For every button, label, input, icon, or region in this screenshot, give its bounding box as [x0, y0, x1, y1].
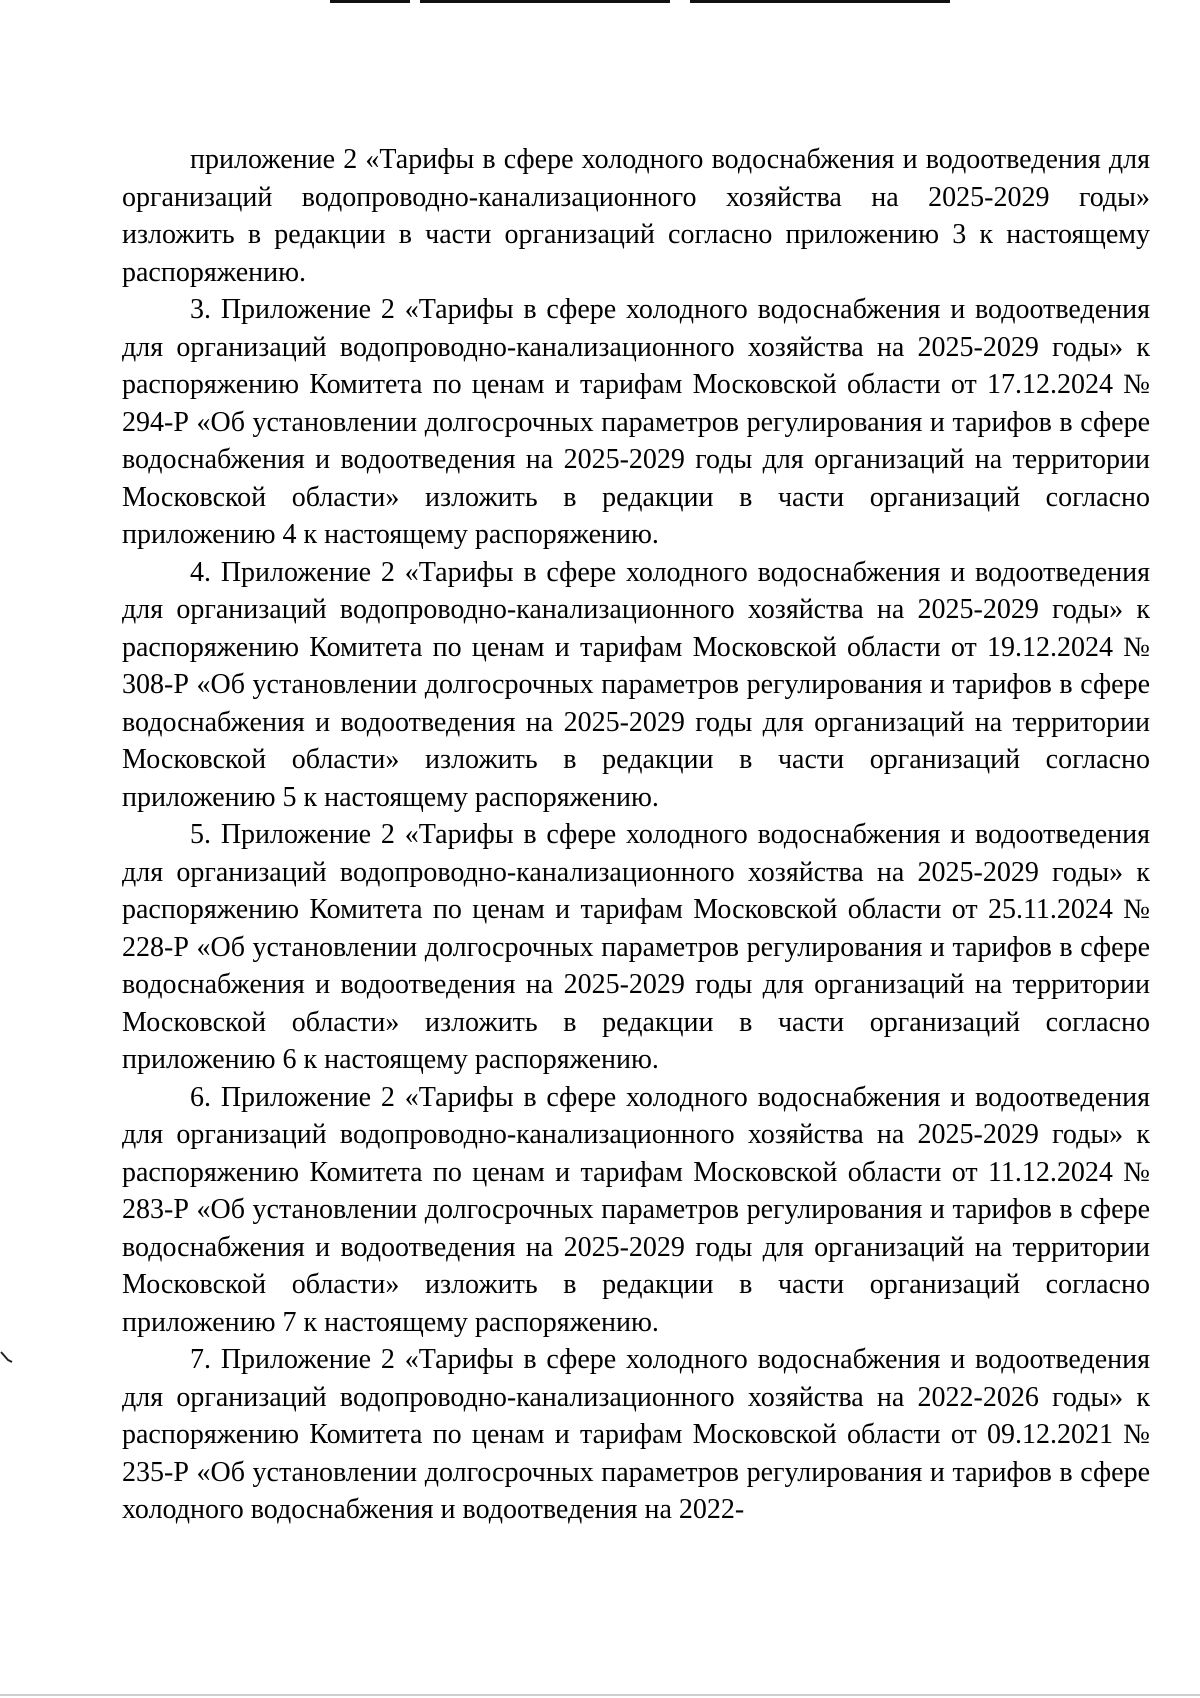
- scan-artifact-mark: [0, 1350, 14, 1364]
- paragraph-appendix-continuation: приложение 2 «Тарифы в сфере холодного водоснабжения и водоотведения для организаций водопроводно-канализационного хозяйства на 2025-2029 годы» изложить в редакции в части организаций согласно приложению 3 к настоящему распоряжению.: [122, 144, 1150, 288]
- paragraph-item-4: 4. Приложение 2 «Тарифы в сфере холодного водоснабжения и водоотведения для организаций водопроводно-канализационного хозяйства на 2025-2029 годы» к распоряжению Комитета по ценам и тарифам Московской области от 19.12.2024 № 308-Р «Об установлении долгосрочных параметров регулирования и тарифов в сфере водоснабжения и водоотведения на 2025-2029 годы для организаций на территории Московской области» изложить в редакции в части организаций согласно приложению 5 к настоящему распоряжению.: [122, 556, 1150, 813]
- scan-edge-top: [0, 0, 1200, 4]
- paragraph-item-7: 7. Приложение 2 «Тарифы в сфере холодного водоснабжения и водоотведения для организаций водопроводно-канализационного хозяйства на 2022-2026 годы» к распоряжению Комитета по ценам и тарифам Московской области от 09.12.2021 № 235-Р «Об установлении долгосрочных параметров регулирования и тарифов в сфере холодного водоснабжения и водоотведения на 2022-: [122, 1344, 1150, 1525]
- paragraph-item-5: 5. Приложение 2 «Тарифы в сфере холодного водоснабжения и водоотведения для организаций водопроводно-канализационного хозяйства на 2025-2029 годы» к распоряжению Комитета по ценам и тарифам Московской области от 25.11.2024 № 228-Р «Об установлении долгосрочных параметров регулирования и тарифов в сфере водоснабжения и водоотведения на 2025-2029 годы для организаций на территории Московской области» изложить в редакции в части организаций согласно приложению 6 к настоящему распоряжению.: [122, 819, 1150, 1075]
- document-body: [122, 141, 1150, 1529]
- paragraph-item-3: 3. Приложение 2 «Тарифы в сфере холодного водоснабжения и водоотведения для организаций водопроводно-канализационного хозяйства на 2025-2029 годы» к распоряжению Комитета по ценам и тарифам Московской области от 17.12.2024 № 294-Р «Об установлении долгосрочных параметров регулирования и тарифов в сфере водоснабжения и водоотведения на 2025-2029 годы для организаций на территории Московской области» изложить в редакции в части организаций согласно приложению 4 к настоящему распоряжению.: [122, 294, 1150, 550]
- scan-edge-bottom: [0, 1694, 1200, 1696]
- paragraph-item-6: 6. Приложение 2 «Тарифы в сфере холодного водоснабжения и водоотведения для организаций водопроводно-канализационного хозяйства на 2025-2029 годы» к распоряжению Комитета по ценам и тарифам Московской области от 11.12.2024 № 283-Р «Об установлении долгосрочных параметров регулирования и тарифов в сфере водоснабжения и водоотведения на 2025-2029 годы для организаций на территории Московской области» изложить в редакции в части организаций согласно приложению 7 к настоящему распоряжению.: [122, 1081, 1150, 1338]
